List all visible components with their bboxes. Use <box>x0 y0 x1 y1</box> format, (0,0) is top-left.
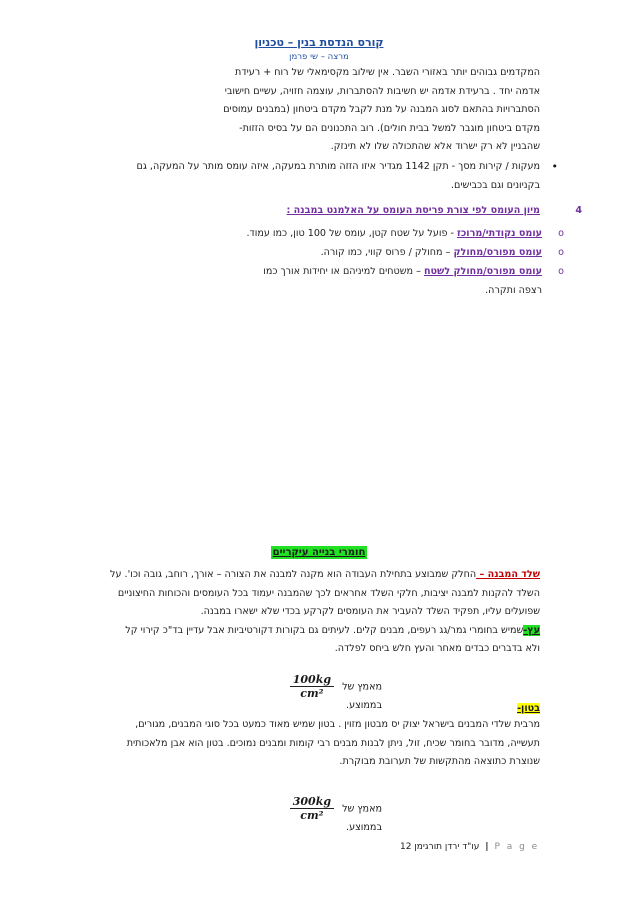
stress-fraction <box>290 795 334 822</box>
frame-dash: – <box>476 569 488 580</box>
formula-suffix: בממוצע. <box>346 822 382 833</box>
section-heading: מיון העומס לפי צורת פריסת העומס על האלמנט במבנה : <box>286 205 540 216</box>
fraction-denominator: cm² <box>300 809 324 822</box>
fraction-numerator: 100kg <box>290 673 334 687</box>
fraction-denominator: cm² <box>300 687 324 700</box>
wood-line <box>100 622 540 641</box>
formula-suffix: בממוצע. <box>346 700 382 711</box>
concrete-heading-line <box>100 703 540 714</box>
list-item-point-load <box>172 224 564 243</box>
formula-prefix: מאמץ של <box>342 803 382 815</box>
fraction-numerator: 300kg <box>290 795 334 809</box>
wood-line: ולא בדברים כבדים מאחר והעץ חלש ביחס לפלדה. <box>334 643 540 654</box>
list-marker: o <box>558 266 564 277</box>
term-line-load: עומס מפורס/מחולק <box>453 247 542 258</box>
term-description: – מחולק / פרוס קווי, כמו קורה. <box>320 247 454 258</box>
formula-prefix: מאמץ של <box>342 681 382 693</box>
concrete-paragraph <box>100 716 540 772</box>
section-4-heading <box>100 202 582 220</box>
materials-paragraph <box>100 566 540 659</box>
intro-line: אדמה יחד . ברעידת אדמה יש חשיבות להסתברות, עוצמה חזויה, עשיים חישובי <box>224 85 540 97</box>
section-number: 4 <box>575 205 582 216</box>
intro-line: המקדמים גבוהים יותר באזורי השבר. אין שילוב מקסימאלי של רוח + רעידת <box>235 67 540 78</box>
concrete-line: שנוצרת כתוצאה מהתקשות של תערובת מבוקרת. <box>339 756 540 767</box>
intro-line: מקדם ביטחון מוגבר למשל בבית חולים). רוב התכנונים הם על בסיס הזזות- <box>239 122 540 134</box>
bullet-line: בקניונים וגם בכבישים. <box>450 179 540 191</box>
bullet-item-railings <box>100 158 558 195</box>
footer-author: עו"ד ירדן תורגימן <box>414 842 480 852</box>
concrete-line: תעשייה, מדובר בחומר שכיח, זול, ניתן לבנות מבנים רבי קומות ומבנים נמוכים. בטון הוא אבן מלאכותית <box>126 737 540 749</box>
steel-line <box>100 566 540 585</box>
materials-title <box>100 547 538 558</box>
frame-label: שלד המבנה <box>487 569 540 580</box>
wood-label: עץ- <box>523 624 540 636</box>
steel-line: השלד להקנות למבנה יציבות, חלקי השלד אחראים לכך שהמבנה יעמוד בכל העומסים והכוחות החיצוניים <box>117 587 540 599</box>
load-types-list <box>172 224 564 300</box>
list-item-area-load <box>172 262 564 300</box>
footer-divider: | <box>485 842 489 852</box>
term-description: - פועל על שטח קטן, עומס של 100 טון, כמו עמוד. <box>246 228 457 239</box>
page-footer <box>400 842 560 852</box>
intro-line: שהבניין לא רק ישרוד אלא שהתכולה שלו לא תינזק. <box>330 141 540 152</box>
term-point-load: עומס נקודתי/מרוכז <box>457 228 542 239</box>
bullet-line: מעקות / קירות מסך - תקן 1142 מגדיר איזו הזזה מותרת במעקה, איזה עומס מותר על המעקה, גם <box>136 161 540 172</box>
intro-line: הסתברויות בהתאם לסוג המבנה על מנת לקבל מקדם ביטחון (במבנים עמוסים <box>223 104 540 115</box>
list-item-line-load <box>172 243 564 262</box>
intro-paragraph <box>100 64 540 157</box>
concrete-line: מרבית שלדי המבנים בישראל יצוק יס מבטון מזוין . בטון שמיש מאוד כמעט בכל סוגי המבנים, מגורים, <box>135 719 540 730</box>
bullet-marker: • <box>551 160 558 173</box>
wood-text: שמיש בחומרי גמר/גג רעפים, מבנים קלים. לעיתים גם בקורות דקורטיביות אבל עדיין בד"כ קירוי קל <box>125 624 524 636</box>
footer-page-label: P a g e <box>494 842 540 852</box>
term-description-cont: רצפה ותקרה. <box>485 285 542 296</box>
lecturer-subtitle: מרצה – שי פרמן <box>289 52 349 62</box>
term-area-load: עומס מפורס/מחולק לשטח <box>423 266 542 277</box>
term-description: – משטחים למיניהם או יחידות אורך כמו <box>263 266 424 277</box>
list-marker: o <box>558 247 564 258</box>
concrete-label: בטון- <box>517 703 540 714</box>
concrete-stress-formula <box>262 795 382 833</box>
frame-text: החלק שמבוצע בתחילת העבודה הוא מקנה למבנה את הצורה – אורך, רוחב, גובה וכו'. על <box>110 569 477 580</box>
list-marker: o <box>558 228 564 239</box>
steel-line: שפועלים עליו, תפקיד השלד להעביר את העומסים לקרקע בכדי שלא ישארו במבנה. <box>200 606 540 617</box>
footer-page-number: 12 <box>400 842 412 852</box>
materials-title-text: חומרי בנייה עיקריים <box>272 547 366 558</box>
course-title: קורס הנדסת בנין – טכניון <box>254 36 384 49</box>
stress-fraction <box>290 673 334 700</box>
